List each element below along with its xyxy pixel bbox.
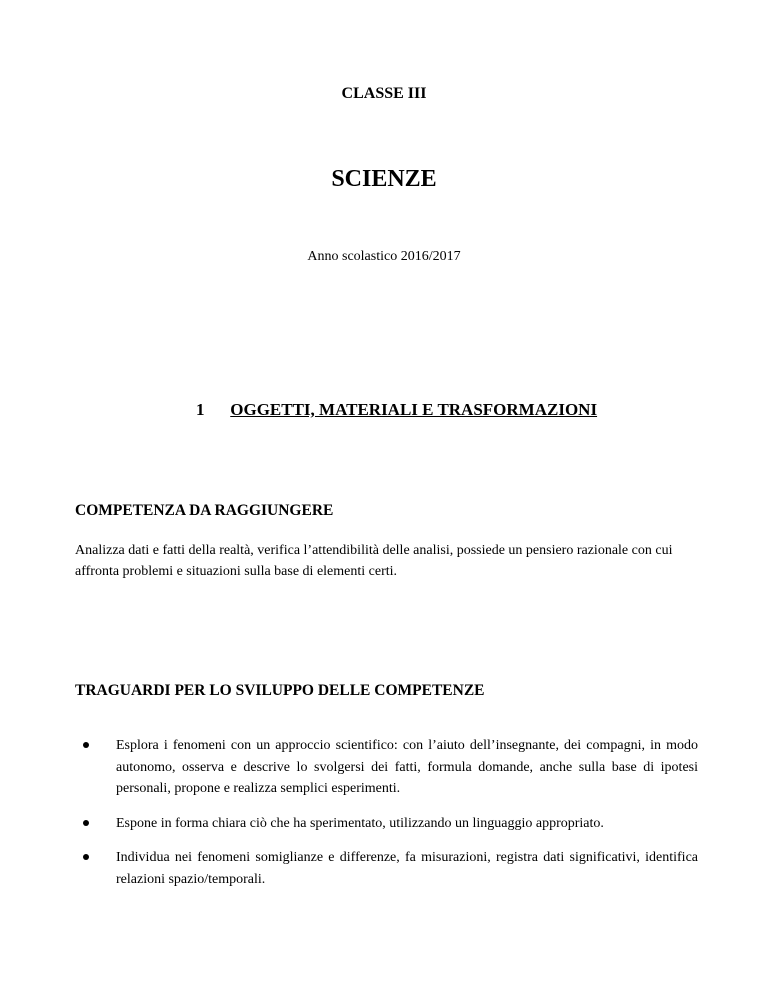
list-item-text: Espone in forma chiara ciò che ha sperimentato, utilizzando un linguaggio appropriato. <box>116 815 604 831</box>
traguardi-heading: TRAGUARDI PER LO SVILUPPO DELLE COMPETENZE <box>75 682 485 699</box>
section-heading <box>196 400 597 420</box>
bullet-icon <box>83 854 89 860</box>
list-item-text: Esplora i fenomeni con un approccio scientifico: con l’aiuto dell’insegnante, dei compagni, in modo autonomo, osserva e descrive lo svolgersi dei fatti, formula domande, anche sulla base di ipotesi personali, propone e realizza semplici esperimenti. <box>116 738 698 796</box>
list-item <box>75 847 698 890</box>
competence-text: Analizza dati e fatti della realtà, verifica l’attendibilità delle analisi, possiede un pensiero razionale con cui affronta problemi e situazioni sulla base di elementi certi. <box>75 543 673 579</box>
section-number: 1 <box>196 400 205 419</box>
list-item <box>75 813 698 835</box>
school-year: Anno scolastico 2016/2017 <box>307 249 461 264</box>
traguardi-list <box>75 735 698 903</box>
bullet-icon <box>83 820 89 826</box>
subject-title: SCIENZE <box>331 166 437 192</box>
section-title: OGGETTI, MATERIALI E TRASFORMAZIONI <box>230 400 598 419</box>
list-item <box>75 735 698 800</box>
list-item-text: Individua nei fenomeni somiglianze e differenze, fa misurazioni, registra dati significativi, identifica relazioni spazio/temporali. <box>116 850 698 887</box>
class-title: CLASSE III <box>341 85 427 102</box>
competence-heading: COMPETENZA DA RAGGIUNGERE <box>75 502 334 519</box>
bullet-icon <box>83 742 89 748</box>
